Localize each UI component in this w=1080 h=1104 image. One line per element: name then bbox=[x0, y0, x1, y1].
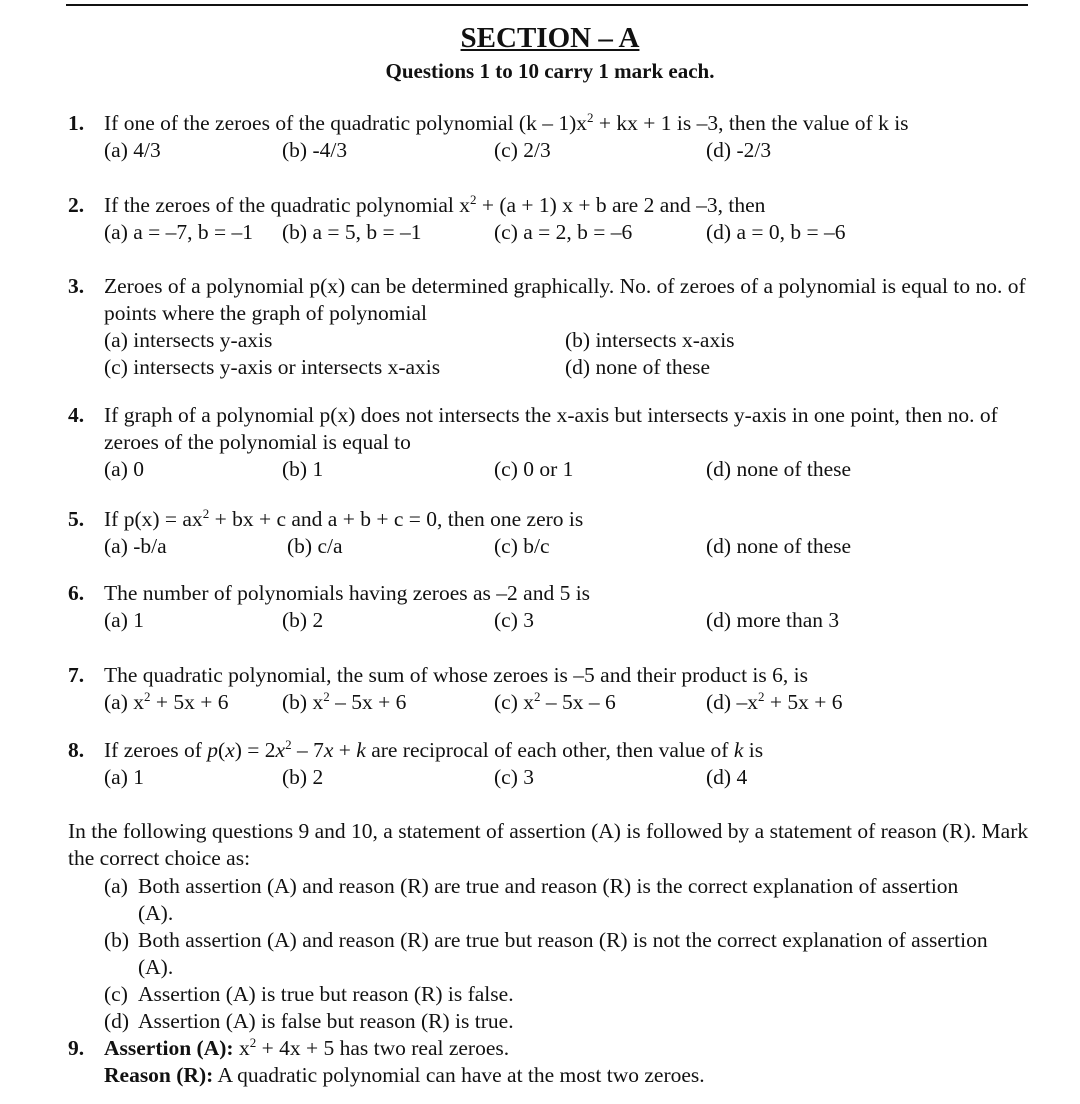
section-subtitle: Questions 1 to 10 carry 1 mark each. bbox=[385, 59, 715, 83]
option-c: (c) 3 bbox=[494, 608, 534, 632]
choice-text: Both assertion (A) and reason (R) are true and reason (R) is the correct explanation of assertion (A). bbox=[138, 874, 959, 925]
question-text: If graph of a polynomial p(x) does not intersects the x-axis but intersects y-axis in one point, then no. of zeroes of the polynomial is equal to bbox=[104, 403, 998, 454]
ar-choice-d bbox=[104, 1008, 1004, 1035]
option-d: (d) -2/3 bbox=[706, 138, 772, 162]
option-c: (c) a = 2, b = –6 bbox=[494, 220, 633, 244]
option-a: (a) -b/a bbox=[104, 534, 167, 558]
option-b: (b) 2 bbox=[282, 765, 324, 789]
question-number: 1. bbox=[68, 111, 85, 135]
option-c: (c) 3 bbox=[494, 765, 534, 789]
option-c: (c) 0 or 1 bbox=[494, 457, 574, 481]
assertion-line: Assertion (A): $x^2 + 4x + 5$ has two real zeroes. bbox=[104, 1034, 510, 1060]
option-b: (b) a = 5, b = –1 bbox=[282, 220, 422, 244]
option-d: (d) 4 bbox=[706, 765, 748, 789]
option-a: (a) 0 bbox=[104, 457, 144, 481]
question-number: 4. bbox=[68, 403, 85, 427]
option-d: (d) none of these bbox=[706, 534, 852, 558]
option-a: (a) intersects y-axis bbox=[104, 328, 273, 352]
choice-label: (d) bbox=[104, 1009, 130, 1033]
option-a: (a) $x^2 + 5x + 6$ bbox=[104, 688, 229, 714]
assertion-reason-instructions: In the following questions 9 and 10, a statement of assertion (A) is followed by a statement of reason (R). Mark the correct choice as: bbox=[68, 819, 1029, 870]
option-a: (a) 1 bbox=[104, 608, 144, 632]
option-b: (b) c/a bbox=[287, 534, 343, 558]
section-title: SECTION – A bbox=[460, 22, 640, 54]
option-b: (b) intersects x-axis bbox=[565, 328, 735, 352]
option-c: (c) b/c bbox=[494, 534, 550, 558]
top-rule bbox=[66, 4, 1028, 6]
question-text: The quadratic polynomial, the sum of whose zeroes is –5 and their product is 6, is bbox=[104, 663, 808, 687]
option-d: (d) more than 3 bbox=[706, 608, 840, 632]
option-c: (c) intersects y-axis or intersects x-axis bbox=[104, 355, 441, 379]
option-b: (b) 1 bbox=[282, 457, 324, 481]
option-a: (a) 4/3 bbox=[104, 138, 161, 162]
question-number: 7. bbox=[68, 663, 85, 687]
option-d: (d) none of these bbox=[565, 355, 711, 379]
choice-label: (a) bbox=[104, 874, 128, 898]
question-text: Zeroes of a polynomial p(x) can be determined graphically. No. of zeroes of a polynomial is equal to no. of points where the graph of polynomial bbox=[104, 274, 1026, 325]
question-text: If zeroes of $p(x) = 2x^2 - 7x + k$ are reciprocal of each other, then value of k is bbox=[104, 736, 764, 762]
question-number: 8. bbox=[68, 738, 85, 762]
option-b: (b) -4/3 bbox=[282, 138, 348, 162]
option-b: (b) $x^2 - 5x + 6$ bbox=[282, 688, 407, 714]
option-a: (a) a = –7, b = –1 bbox=[104, 220, 254, 244]
option-d: (d) none of these bbox=[706, 457, 852, 481]
question-number: 3. bbox=[68, 274, 85, 298]
question-text: If the zeroes of the quadratic polynomial $x^2 + (a + 1) x + b$ are 2 and –3, then bbox=[104, 191, 766, 217]
ar-choice-a bbox=[104, 873, 1004, 927]
choice-text: Assertion (A) is true but reason (R) is false. bbox=[138, 982, 514, 1006]
ar-choice-b bbox=[104, 927, 1004, 981]
option-c: (c) 2/3 bbox=[494, 138, 551, 162]
choice-text: Both assertion (A) and reason (R) are true but reason (R) is not the correct explanation of assertion (A). bbox=[138, 928, 988, 979]
choice-label: (b) bbox=[104, 928, 130, 952]
reason-line: Reason (R): A quadratic polynomial can have at the most two zeroes. bbox=[104, 1063, 705, 1087]
question-text: The number of polynomials having zeroes as –2 and 5 is bbox=[104, 581, 591, 605]
question-number: 2. bbox=[68, 193, 85, 217]
question-number: 9. bbox=[68, 1036, 85, 1060]
question-number: 6. bbox=[68, 581, 85, 605]
choice-label: (c) bbox=[104, 982, 128, 1006]
option-d: (d) a = 0, b = –6 bbox=[706, 220, 846, 244]
option-d: (d) $-x^2 + 5x + 6$ bbox=[706, 688, 843, 714]
question-9 bbox=[0, 1035, 1080, 1091]
choice-text: Assertion (A) is false but reason (R) is true. bbox=[138, 1009, 514, 1033]
question-text: If $p(x) = ax^2$ + bx + c and a + b + c = 0, then one zero is bbox=[104, 505, 584, 531]
ar-choice-c bbox=[104, 981, 1004, 1008]
option-c: (c) $x^2 - 5x - 6$ bbox=[494, 688, 616, 714]
option-a: (a) 1 bbox=[104, 765, 144, 789]
question-number: 5. bbox=[68, 507, 85, 531]
question-text: If one of the zeroes of the quadratic polynomial $(k - 1)x^2$ + kx + 1 is –3, then the value of k is bbox=[104, 109, 909, 135]
option-b: (b) 2 bbox=[282, 608, 324, 632]
